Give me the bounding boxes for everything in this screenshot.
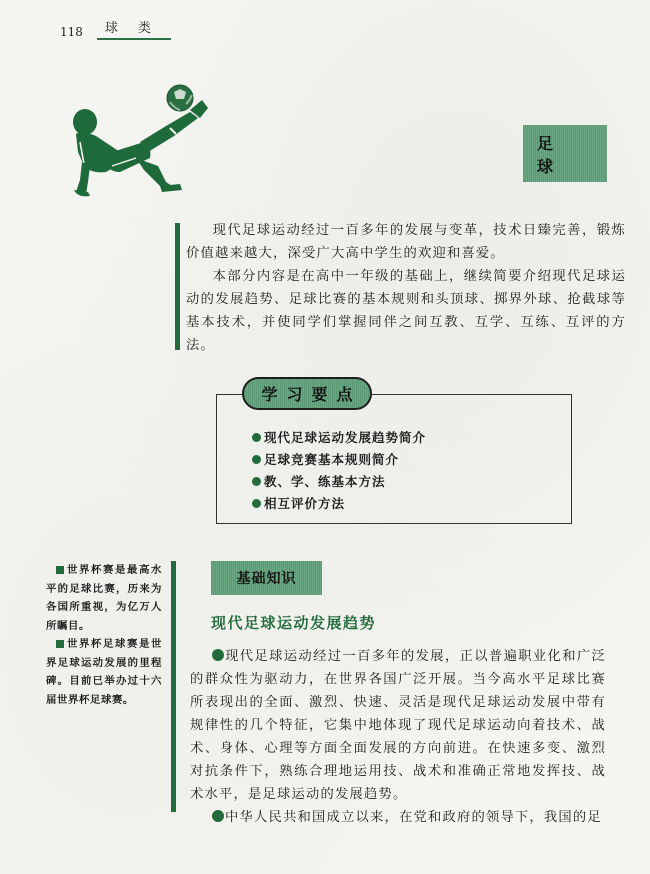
square-bullet-icon <box>56 640 64 648</box>
learning-point-item <box>252 426 426 448</box>
learning-points-title: 学习要点 <box>242 377 372 410</box>
round-bullet-icon <box>252 433 261 442</box>
learning-point-label: 足球竞赛基本规则简介 <box>264 452 400 467</box>
learning-point-label: 现代足球运动发展趋势简介 <box>264 430 427 445</box>
sidebar-note: 世界杯足球赛是世界足球运动发展的里程碑。目前已举办过十六届世界杯足球赛。 <box>46 638 162 706</box>
intro-green-rule <box>175 223 180 350</box>
round-bullet-icon <box>212 810 224 822</box>
sidebar-note: 世界杯赛是最高水平的足球比赛，历来为各国所重视，为亿万人所瞩目。 <box>46 564 162 632</box>
page-number: 118 <box>60 25 83 39</box>
intro-paragraph: 本部分内容是在高中一年级的基础上，继续简要介绍现代足球运动的发展趋势、足球比赛的基本规则和头顶球、掷界外球、抢截球等基本技术，并使同学们掌握同伴之间互教、互学、互练、互评的方法。 <box>186 269 626 353</box>
square-bullet-icon <box>56 566 64 574</box>
learning-points-list <box>252 426 426 514</box>
section-green-rule <box>171 561 176 812</box>
learning-point-item <box>252 470 426 492</box>
learning-point-label: 相互评价方法 <box>264 496 346 511</box>
round-bullet-icon <box>252 477 261 486</box>
running-section-name: 球类 <box>97 21 171 40</box>
round-bullet-icon <box>252 499 261 508</box>
section-paragraph: 中华人民共和国成立以来，在党和政府的领导下，我国的足 <box>190 806 606 829</box>
round-bullet-icon <box>252 455 261 464</box>
intro-paragraph: 现代足球运动经过一百多年的发展与变革，技术日臻完善，锻炼价值越来越大，深受广大高中学生的欢迎和喜爱。 <box>186 223 626 261</box>
section-label: 基础知识 <box>211 561 322 595</box>
chapter-title: 足 球 <box>523 125 607 182</box>
section-paragraph: 现代足球运动经过一百多年的发展，正以普遍职业化和广泛的群众性为驱动力，在世界各国广泛开展。当今高水平足球比赛所表现出的全面、激烈、快速、灵活是现代足球运动发展中带有规律性的几个特征，它集中地体现了现代足球运动向着技术、战术、身体、心理等方面全面发展的方向前进。在快速多变、激烈对抗条件下，熟练合理地运用技、战术和准确正常地发挥技、战术水平，是足球运动的发展趋势。 <box>190 649 606 802</box>
soccer-player-bicycle-kick-icon <box>40 62 240 212</box>
section-body <box>190 645 606 829</box>
sidebar-notes <box>46 561 162 709</box>
learning-point-item <box>252 492 426 514</box>
learning-point-item <box>252 448 426 470</box>
round-bullet-icon <box>212 649 224 661</box>
running-header <box>60 18 171 40</box>
learning-point-label: 教、学、练基本方法 <box>264 474 386 489</box>
intro-text <box>186 219 626 357</box>
section-subheading: 现代足球运动发展趋势 <box>211 614 377 632</box>
